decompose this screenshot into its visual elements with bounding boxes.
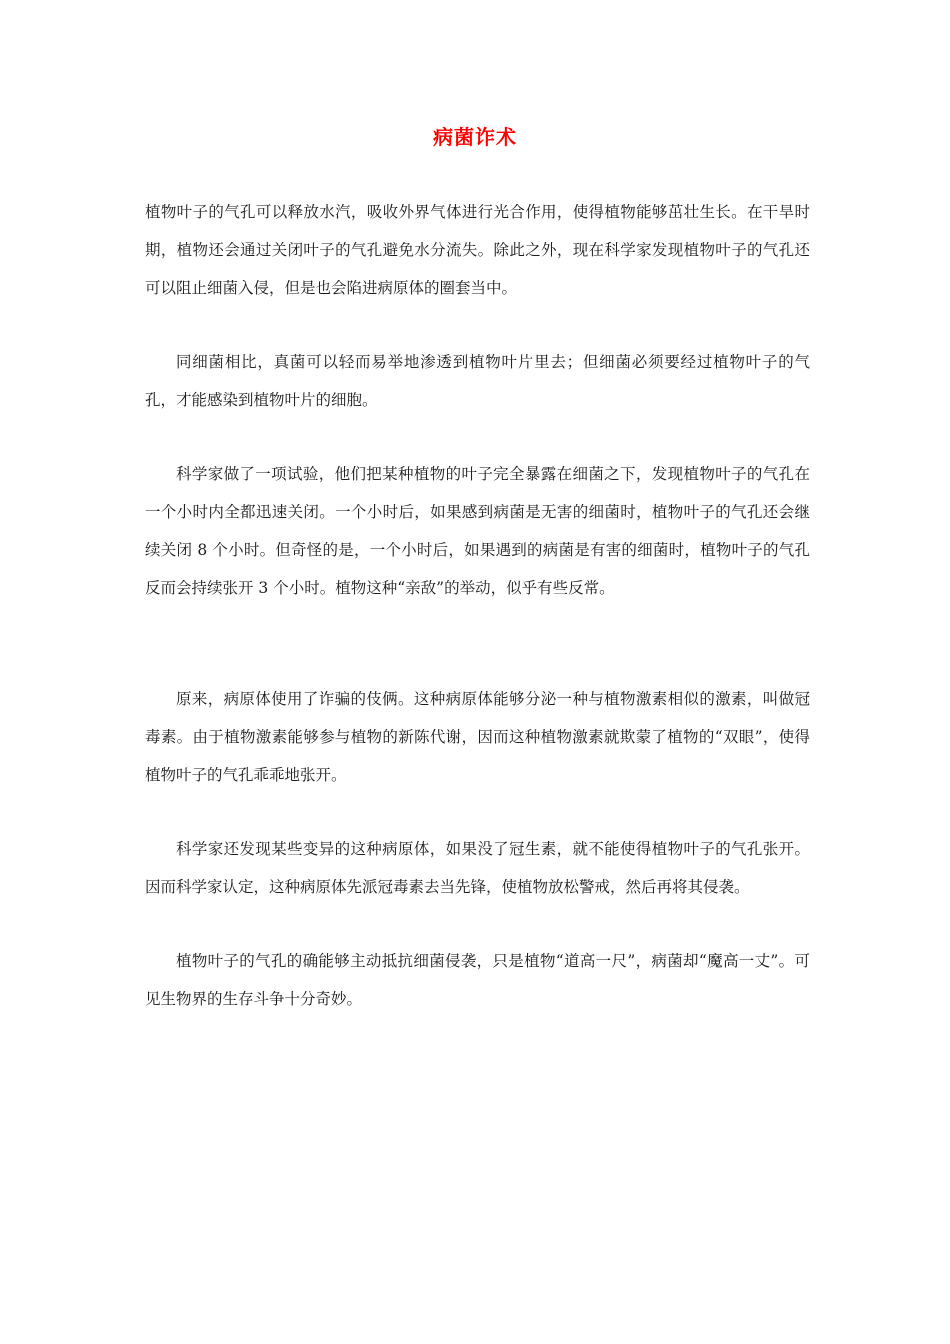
paragraph-3: 科学家做了一项试验，他们把某种植物的叶子完全暴露在细菌之下，发现植物叶子的气孔在一个小时内全都迅速关闭。一个小时后，如果感到病菌是无害的细菌时，植物叶子的气孔还会继续关闭 8 个小时。但奇怪的是，一个小时后，如果遇到的病菌是有害的细菌时，植物叶子的气孔反而会持续张开 3 个小时。植物这种“亲敌”的举动，似乎有些反常。 xyxy=(145,465,810,597)
paragraph-1: 植物叶子的气孔可以释放水汽，吸收外界气体进行光合作用，使得植物能够茁壮生长。在干旱时期，植物还会通过关闭叶子的气孔避免水分流失。除此之外，现在科学家发现植物叶子的气孔还可以阻止细菌入侵，但是也会陷进病原体的圈套当中。 xyxy=(145,203,810,297)
paragraph-spacer xyxy=(145,906,810,942)
paragraph-2: 同细菌相比，真菌可以轻而易举地渗透到植物叶片里去；但细菌必须要经过植物叶子的气孔，才能感染到植物叶片的细胞。 xyxy=(145,353,810,409)
paragraph-5: 科学家还发现某些变异的这种病原体，如果没了冠生素，就不能使得植物叶子的气孔张开。因而科学家认定，这种病原体先派冠毒素去当先锋，使植物放松警戒，然后再将其侵袭。 xyxy=(145,840,810,896)
paragraph-spacer xyxy=(145,307,810,343)
paragraph-spacer xyxy=(145,607,810,680)
paragraph-spacer xyxy=(145,794,810,830)
document-body xyxy=(145,193,810,1018)
paragraph-6: 植物叶子的气孔的确能够主动抵抗细菌侵袭，只是植物“道高一尺”，病菌却“魔高一丈”。可见生物界的生存斗争十分奇妙。 xyxy=(145,952,810,1008)
paragraph-4: 原来，病原体使用了诈骗的伎俩。这种病原体能够分泌一种与植物激素相似的激素，叫做冠毒素。由于植物激素能够参与植物的新陈代谢，因而这种植物激素就欺蒙了植物的“双眼”，使得植物叶子的气孔乖乖地张开。 xyxy=(145,690,810,784)
paragraph-spacer xyxy=(145,419,810,455)
document-title: 病菌诈术 xyxy=(433,125,517,149)
